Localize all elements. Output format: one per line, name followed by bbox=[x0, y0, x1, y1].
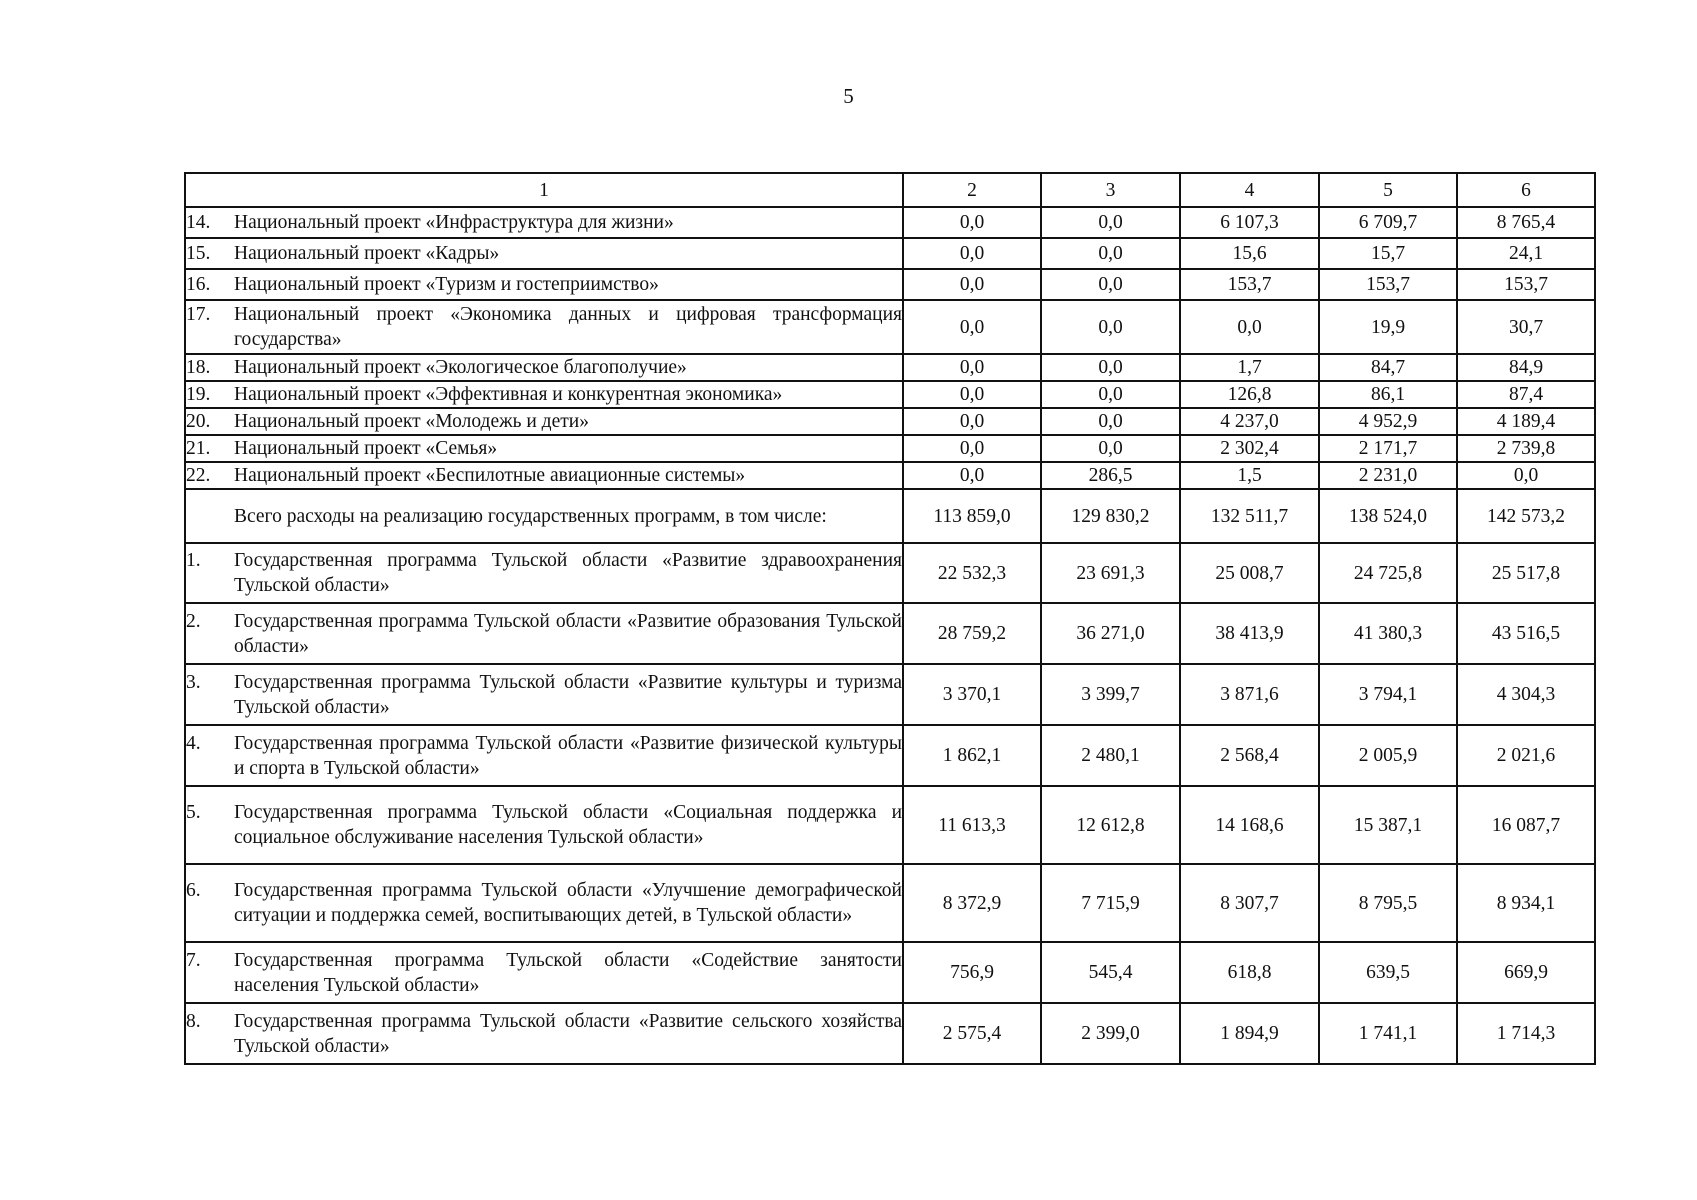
total-label: Всего расходы на реализацию государственных программ, в том числе: bbox=[234, 505, 827, 527]
value-cell: 153,7 bbox=[1180, 269, 1319, 300]
row-number: 7. bbox=[186, 949, 201, 971]
header-cell: 3 bbox=[1041, 173, 1180, 207]
row-number: 6. bbox=[186, 880, 201, 901]
value-cell: 23 691,3 bbox=[1041, 543, 1180, 603]
value-cell: 6 709,7 bbox=[1319, 207, 1457, 238]
value-cell: 4 304,3 bbox=[1457, 664, 1595, 725]
row-name-cell bbox=[185, 603, 903, 664]
value-cell: 8 372,9 bbox=[903, 864, 1041, 942]
row-label: Национальный проект «Экологическое благополучие» bbox=[234, 357, 687, 378]
row-label: Государственная программа Тульской области «Развитие физической культуры и спорта в Тульской области» bbox=[234, 732, 902, 779]
table-row bbox=[185, 381, 1595, 408]
header-cell: 4 bbox=[1180, 173, 1319, 207]
table-row bbox=[185, 408, 1595, 435]
value-cell: 0,0 bbox=[903, 269, 1041, 300]
value-cell: 0,0 bbox=[903, 300, 1041, 354]
row-name-cell bbox=[185, 381, 903, 408]
value-cell: 1 862,1 bbox=[903, 725, 1041, 786]
value-cell: 8 765,4 bbox=[1457, 207, 1595, 238]
row-number: 3. bbox=[186, 671, 201, 693]
value-cell: 2 171,7 bbox=[1319, 435, 1457, 462]
row-name-cell bbox=[185, 207, 903, 238]
row-label: Государственная программа Тульской области «Развитие здравоохранения Тульской области» bbox=[234, 550, 902, 596]
table-header-row bbox=[185, 173, 1595, 207]
row-name-cell bbox=[185, 864, 903, 942]
table-row bbox=[185, 435, 1595, 462]
header-cell: 1 bbox=[185, 173, 903, 207]
row-label: Государственная программа Тульской области «Содействие занятости населения Тульской области» bbox=[234, 949, 902, 996]
value-cell: 0,0 bbox=[1041, 207, 1180, 238]
value-cell: 0,0 bbox=[1041, 408, 1180, 435]
value-cell: 86,1 bbox=[1319, 381, 1457, 408]
row-name-cell bbox=[185, 354, 903, 381]
table-row bbox=[185, 238, 1595, 269]
table-row bbox=[185, 664, 1595, 725]
table-row bbox=[185, 786, 1595, 864]
value-cell: 545,4 bbox=[1041, 942, 1180, 1003]
table-row bbox=[185, 543, 1595, 603]
row-name-cell bbox=[185, 725, 903, 786]
value-cell: 0,0 bbox=[1041, 238, 1180, 269]
budget-table bbox=[184, 172, 1596, 1065]
value-cell: 2 302,4 bbox=[1180, 435, 1319, 462]
row-name-cell bbox=[185, 664, 903, 725]
value-cell: 2 480,1 bbox=[1041, 725, 1180, 786]
table-row bbox=[185, 942, 1595, 1003]
value-cell: 6 107,3 bbox=[1180, 207, 1319, 238]
value-cell: 84,7 bbox=[1319, 354, 1457, 381]
row-label: Национальный проект «Кадры» bbox=[234, 243, 500, 264]
value-cell: 4 237,0 bbox=[1180, 408, 1319, 435]
value-cell: 3 399,7 bbox=[1041, 664, 1180, 725]
header-cell: 5 bbox=[1319, 173, 1457, 207]
value-cell: 7 715,9 bbox=[1041, 864, 1180, 942]
value-cell: 2 399,0 bbox=[1041, 1003, 1180, 1064]
value-cell: 0,0 bbox=[903, 435, 1041, 462]
value-cell: 153,7 bbox=[1457, 269, 1595, 300]
table-row bbox=[185, 269, 1595, 300]
value-cell: 22 532,3 bbox=[903, 543, 1041, 603]
value-cell: 2 021,6 bbox=[1457, 725, 1595, 786]
value-cell: 756,9 bbox=[903, 942, 1041, 1003]
value-cell: 1 714,3 bbox=[1457, 1003, 1595, 1064]
value-cell: 8 307,7 bbox=[1180, 864, 1319, 942]
value-cell: 15,7 bbox=[1319, 238, 1457, 269]
row-name-cell bbox=[185, 269, 903, 300]
value-cell: 0,0 bbox=[903, 462, 1041, 489]
row-number: 21. bbox=[186, 438, 211, 459]
table-body bbox=[185, 173, 1595, 1064]
row-number: 4. bbox=[186, 732, 201, 754]
value-cell: 3 871,6 bbox=[1180, 664, 1319, 725]
value-cell: 43 516,5 bbox=[1457, 603, 1595, 664]
value-cell: 87,4 bbox=[1457, 381, 1595, 408]
row-label: Государственная программа Тульской области «Социальная поддержка и социальное обслуживание населения Тульской области» bbox=[234, 802, 902, 848]
value-cell: 286,5 bbox=[1041, 462, 1180, 489]
table-row bbox=[185, 300, 1595, 354]
header-cell: 6 bbox=[1457, 173, 1595, 207]
row-number: 22. bbox=[186, 465, 211, 486]
row-name-cell bbox=[185, 786, 903, 864]
table-row bbox=[185, 603, 1595, 664]
value-cell: 2 005,9 bbox=[1319, 725, 1457, 786]
table-row bbox=[185, 1003, 1595, 1064]
value-cell: 3 370,1 bbox=[903, 664, 1041, 725]
value-cell: 639,5 bbox=[1319, 942, 1457, 1003]
value-cell: 0,0 bbox=[1041, 269, 1180, 300]
value-cell: 8 795,5 bbox=[1319, 864, 1457, 942]
total-row bbox=[185, 489, 1595, 543]
value-cell: 0,0 bbox=[903, 238, 1041, 269]
row-number: 2. bbox=[186, 610, 201, 632]
row-name-cell bbox=[185, 408, 903, 435]
table-row bbox=[185, 354, 1595, 381]
row-label: Государственная программа Тульской области «Развитие культуры и туризма Тульской области» bbox=[234, 671, 902, 718]
value-cell: 2 739,8 bbox=[1457, 435, 1595, 462]
row-name-cell bbox=[185, 462, 903, 489]
value-cell: 0,0 bbox=[1180, 300, 1319, 354]
value-cell: 0,0 bbox=[903, 354, 1041, 381]
value-cell: 138 524,0 bbox=[1319, 489, 1457, 543]
row-number: 14. bbox=[186, 212, 211, 233]
value-cell: 1 741,1 bbox=[1319, 1003, 1457, 1064]
row-number: 1. bbox=[186, 550, 201, 571]
row-label: Государственная программа Тульской области «Улучшение демографической ситуации и поддержка семей, воспитывающих детей, в Тульской области» bbox=[234, 880, 902, 926]
value-cell: 0,0 bbox=[903, 207, 1041, 238]
row-label: Национальный проект «Экономика данных и цифровая трансформация государства» bbox=[234, 304, 902, 350]
row-number: 19. bbox=[186, 384, 211, 405]
value-cell: 1 894,9 bbox=[1180, 1003, 1319, 1064]
table-row bbox=[185, 207, 1595, 238]
value-cell: 2 575,4 bbox=[903, 1003, 1041, 1064]
row-name-cell bbox=[185, 1003, 903, 1064]
value-cell: 4 189,4 bbox=[1457, 408, 1595, 435]
page-number: 5 bbox=[843, 84, 854, 108]
row-label: Национальный проект «Семья» bbox=[234, 438, 498, 459]
value-cell: 0,0 bbox=[903, 408, 1041, 435]
row-name-cell bbox=[185, 300, 903, 354]
value-cell: 8 934,1 bbox=[1457, 864, 1595, 942]
value-cell: 0,0 bbox=[903, 381, 1041, 408]
row-number: 8. bbox=[186, 1010, 201, 1032]
row-label: Государственная программа Тульской области «Развитие сельского хозяйства Тульской области» bbox=[234, 1010, 902, 1057]
value-cell: 14 168,6 bbox=[1180, 786, 1319, 864]
value-cell: 28 759,2 bbox=[903, 603, 1041, 664]
row-label: Государственная программа Тульской области «Развитие образования Тульской области» bbox=[234, 610, 902, 657]
value-cell: 618,8 bbox=[1180, 942, 1319, 1003]
row-number: 20. bbox=[186, 411, 211, 432]
value-cell: 19,9 bbox=[1319, 300, 1457, 354]
value-cell: 12 612,8 bbox=[1041, 786, 1180, 864]
table-row bbox=[185, 864, 1595, 942]
value-cell: 15,6 bbox=[1180, 238, 1319, 269]
value-cell: 30,7 bbox=[1457, 300, 1595, 354]
value-cell: 1,7 bbox=[1180, 354, 1319, 381]
value-cell: 36 271,0 bbox=[1041, 603, 1180, 664]
row-label: Национальный проект «Туризм и гостеприимство» bbox=[234, 274, 659, 295]
value-cell: 38 413,9 bbox=[1180, 603, 1319, 664]
value-cell: 153,7 bbox=[1319, 269, 1457, 300]
value-cell: 16 087,7 bbox=[1457, 786, 1595, 864]
row-name-cell bbox=[185, 942, 903, 1003]
row-number: 16. bbox=[186, 274, 211, 295]
row-number: 17. bbox=[186, 304, 211, 325]
value-cell: 132 511,7 bbox=[1180, 489, 1319, 543]
value-cell: 3 794,1 bbox=[1319, 664, 1457, 725]
value-cell: 41 380,3 bbox=[1319, 603, 1457, 664]
table-row bbox=[185, 462, 1595, 489]
value-cell: 0,0 bbox=[1041, 354, 1180, 381]
value-cell: 0,0 bbox=[1041, 381, 1180, 408]
value-cell: 129 830,2 bbox=[1041, 489, 1180, 543]
row-number: 5. bbox=[186, 802, 201, 823]
row-label: Национальный проект «Инфраструктура для жизни» bbox=[234, 212, 674, 233]
value-cell: 24,1 bbox=[1457, 238, 1595, 269]
value-cell: 24 725,8 bbox=[1319, 543, 1457, 603]
row-label: Национальный проект «Молодежь и дети» bbox=[234, 411, 589, 432]
row-label: Национальный проект «Беспилотные авиационные системы» bbox=[234, 465, 746, 486]
value-cell: 15 387,1 bbox=[1319, 786, 1457, 864]
row-name-cell bbox=[185, 489, 903, 543]
value-cell: 142 573,2 bbox=[1457, 489, 1595, 543]
value-cell: 84,9 bbox=[1457, 354, 1595, 381]
value-cell: 4 952,9 bbox=[1319, 408, 1457, 435]
value-cell: 0,0 bbox=[1457, 462, 1595, 489]
value-cell: 2 568,4 bbox=[1180, 725, 1319, 786]
row-label: Национальный проект «Эффективная и конкурентная экономика» bbox=[234, 384, 783, 405]
value-cell: 0,0 bbox=[1041, 300, 1180, 354]
value-cell: 2 231,0 bbox=[1319, 462, 1457, 489]
row-number: 15. bbox=[186, 243, 211, 264]
value-cell: 11 613,3 bbox=[903, 786, 1041, 864]
header-cell: 2 bbox=[903, 173, 1041, 207]
value-cell: 25 008,7 bbox=[1180, 543, 1319, 603]
value-cell: 0,0 bbox=[1041, 435, 1180, 462]
value-cell: 126,8 bbox=[1180, 381, 1319, 408]
row-name-cell bbox=[185, 238, 903, 269]
row-name-cell bbox=[185, 435, 903, 462]
row-name-cell bbox=[185, 543, 903, 603]
value-cell: 25 517,8 bbox=[1457, 543, 1595, 603]
value-cell: 1,5 bbox=[1180, 462, 1319, 489]
value-cell: 669,9 bbox=[1457, 942, 1595, 1003]
value-cell: 113 859,0 bbox=[903, 489, 1041, 543]
row-number: 18. bbox=[186, 357, 211, 378]
table-row bbox=[185, 725, 1595, 786]
